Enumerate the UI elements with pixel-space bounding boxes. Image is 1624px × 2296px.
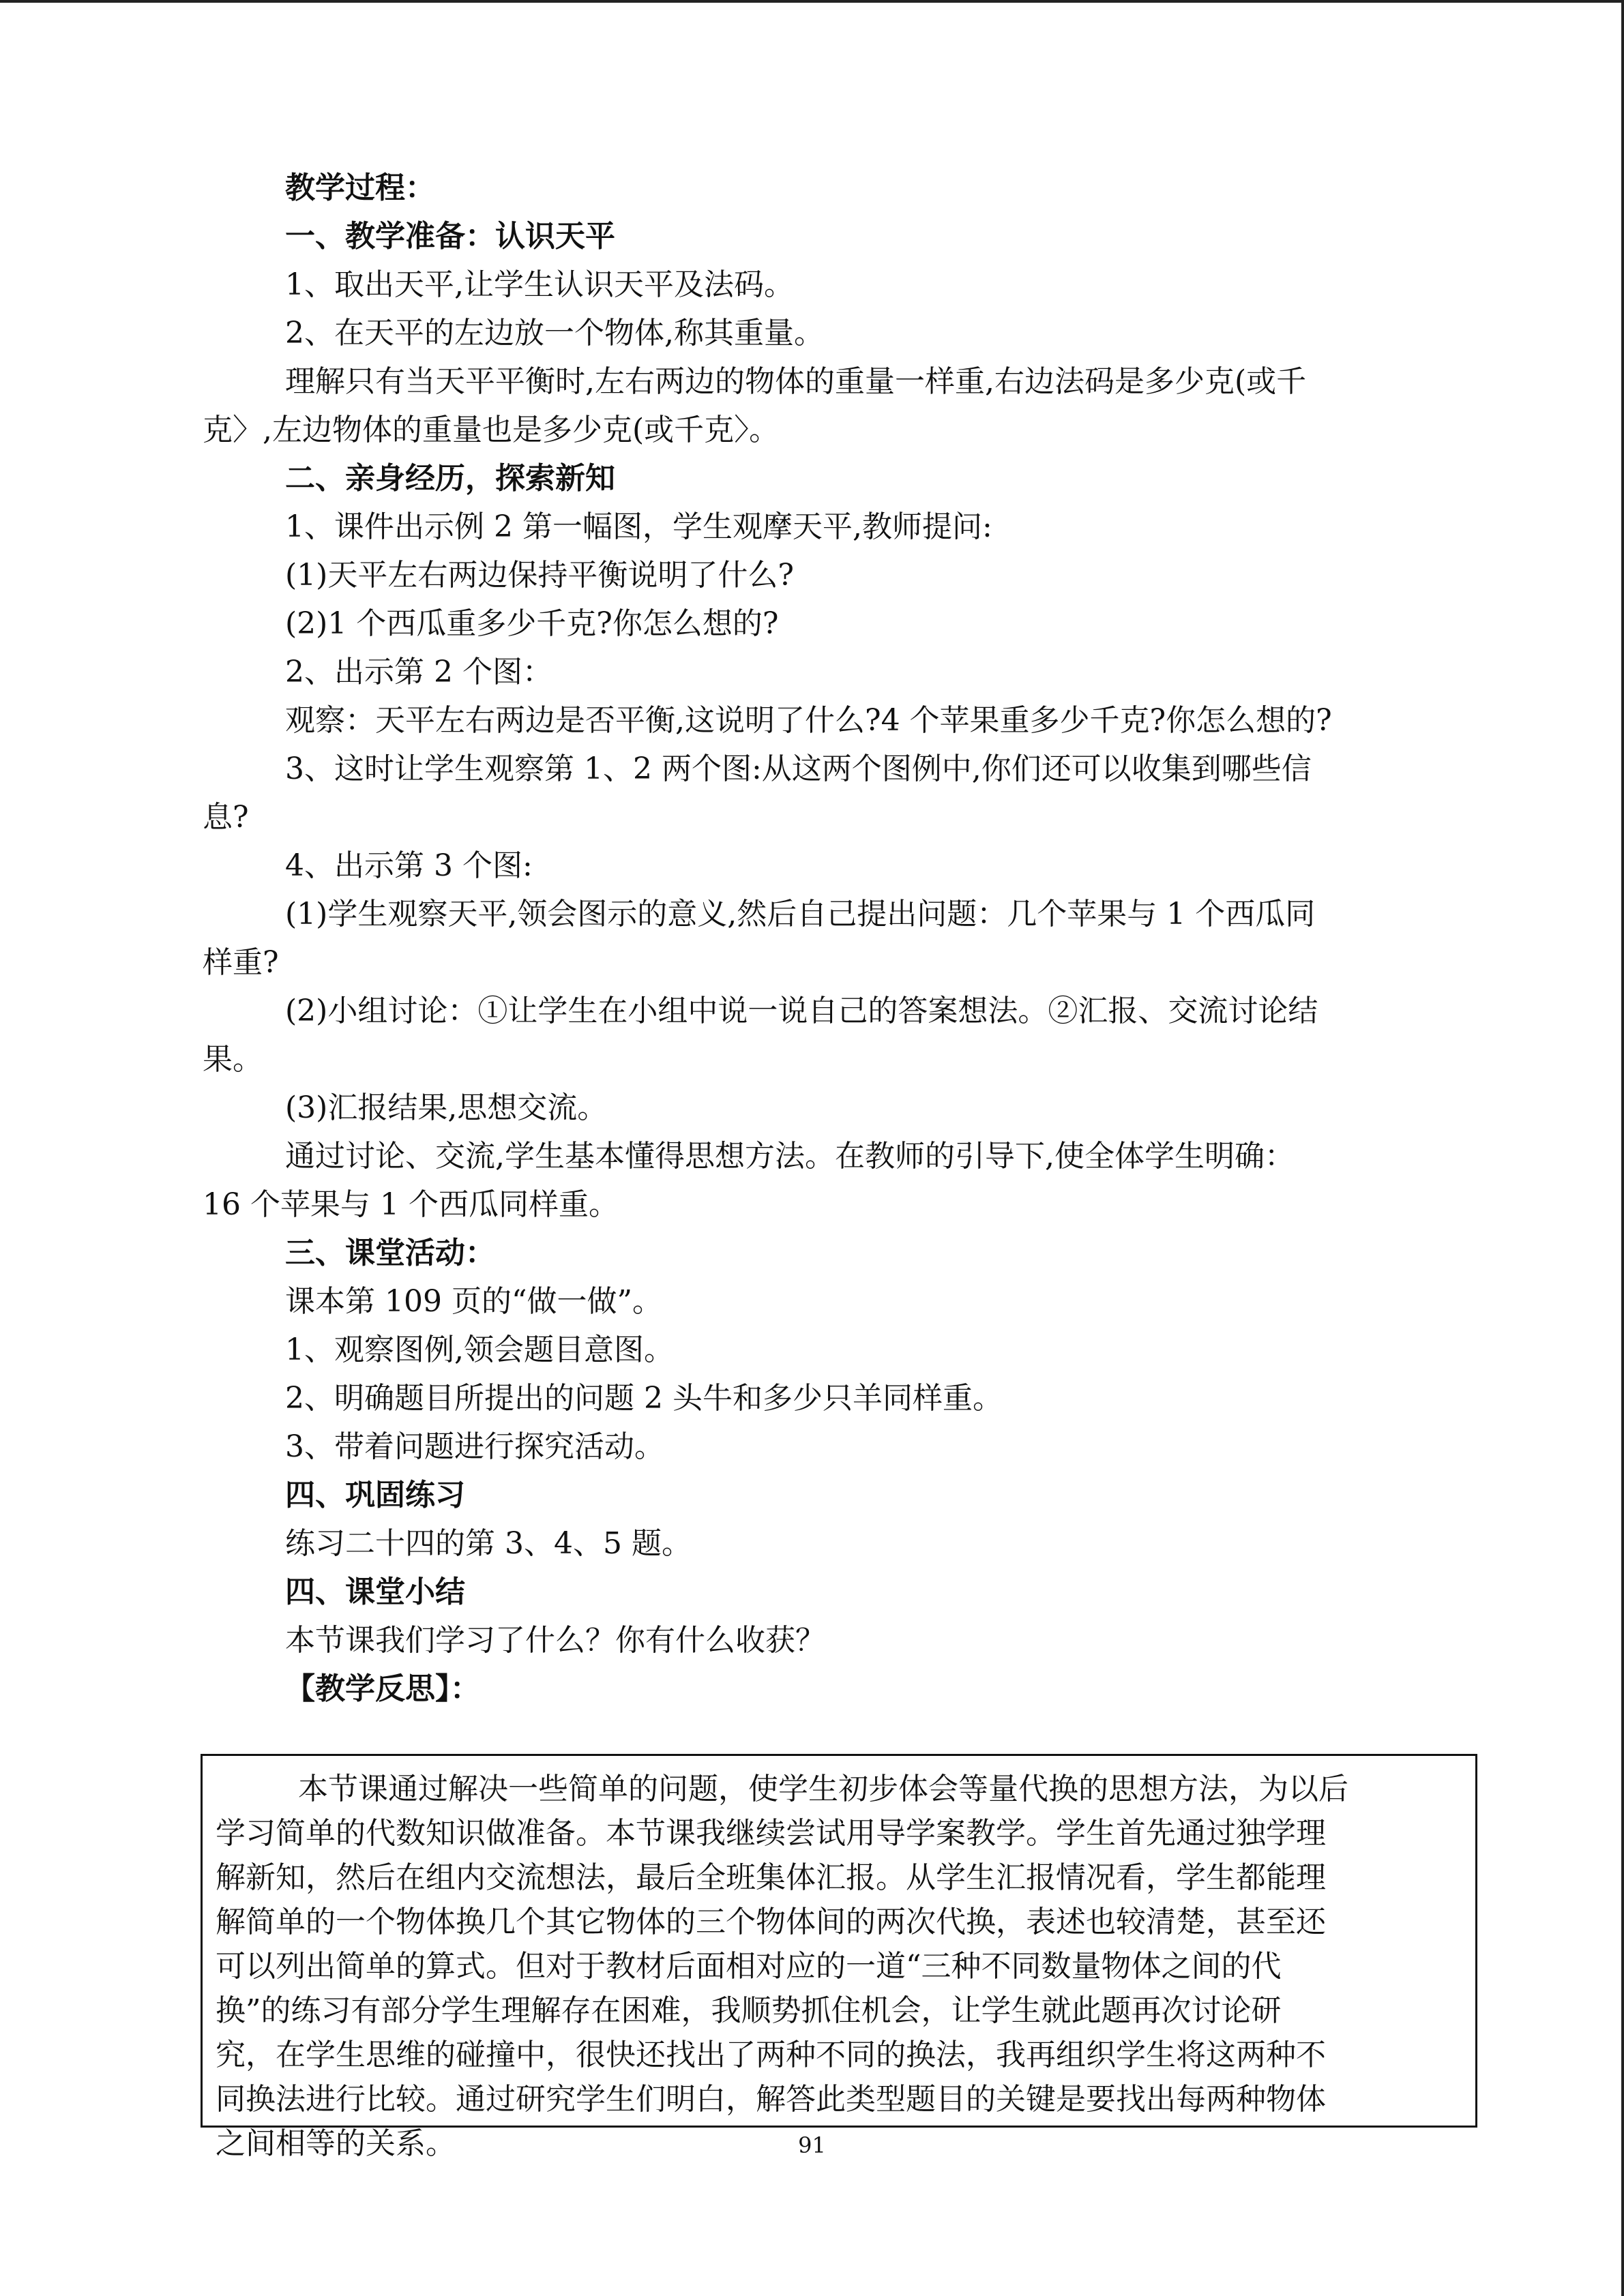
paragraph-line: 通过讨论、交流,学生基本懂得思想方法。在教师的引导下,使全体学生明确：	[285, 1139, 1295, 1174]
reflection-line: 学习简单的代数知识做准备。本节课我继续尝试用导学案教学。学生首先通过独学理	[216, 1816, 1326, 1851]
paragraph-line: (2)1 个西瓜重多少千克?你怎么想的?	[285, 606, 779, 641]
paragraph-line: 2、在天平的左边放一个物体,称其重量。	[285, 316, 824, 351]
section-heading: 二、亲身经历，探索新知	[285, 461, 615, 496]
paragraph-line: 3、这时让学生观察第 1、2 两个图:从这两个图例中,你们还可以收集到哪些信	[285, 751, 1312, 786]
paragraph-line: 息?	[203, 800, 249, 835]
paragraph-line: 样重?	[203, 945, 279, 980]
lesson-body	[203, 164, 1423, 1713]
paragraph-line: 1、取出天平,让学生认识天平及法码。	[285, 267, 794, 302]
page-number: 91	[798, 2132, 826, 2158]
reflection-text	[216, 1767, 1464, 2166]
paragraph-line: 果。	[203, 1042, 263, 1077]
section-heading: 四、课堂小结	[285, 1575, 465, 1609]
paragraph-line: 观察：天平左右两边是否平衡,这说明了什么?4 个苹果重多少千克?你怎么想的?	[285, 703, 1332, 738]
paragraph-line: 16 个苹果与 1 个西瓜同样重。	[203, 1187, 619, 1222]
reflection-line: 究，在学生思维的碰撞中，很快还找出了两种不同的换法，我再组织学生将这两种不	[216, 2038, 1326, 2072]
page-top-border	[0, 0, 1624, 3]
paragraph-line: 本节课我们学习了什么？你有什么收获？	[285, 1623, 825, 1658]
paragraph-line: (3)汇报结果,思想交流。	[285, 1090, 608, 1125]
paragraph-line: 克〉,左边物体的重量也是多少克(或千克〉。	[203, 413, 780, 447]
reflection-line: 之间相等的关系。	[216, 2126, 456, 2161]
paragraph-line: 4、出示第 3 个图:	[285, 848, 533, 883]
paragraph-line: 练习二十四的第 3、4、5 题。	[285, 1526, 692, 1561]
paragraph-line: 2、出示第 2 个图：	[285, 655, 552, 689]
reflection-line: 本节课通过解决一些简单的问题，使学生初步体会等量代换的思想方法，为以后	[298, 1772, 1348, 1806]
reflection-line: 解新知，然后在组内交流想法，最后全班集体汇报。从学生汇报情况看，学生都能理	[216, 1860, 1326, 1895]
paragraph-line: (1)天平左右两边保持平衡说明了什么?	[285, 558, 794, 593]
reflection-line: 解简单的一个物体换几个其它物体的三个物体间的两次代换，表述也较清楚，甚至还	[216, 1905, 1326, 1939]
section-heading: 一、教学准备：认识天平	[285, 219, 615, 254]
section-heading: 教学过程：	[285, 170, 435, 205]
section-heading: 【教学反思】：	[285, 1671, 480, 1706]
section-heading: 四、巩固练习	[285, 1478, 465, 1512]
paragraph-line: (1)学生观察天平,领会图示的意义,然后自己提出问题：几个苹果与 1 个西瓜同	[285, 897, 1316, 931]
page-right-border	[1621, 0, 1624, 2296]
paragraph-line: (2)小组讨论：①让学生在小组中说一说自己的答案想法。②汇报、交流讨论结	[285, 994, 1318, 1028]
reflection-line: 可以列出简单的算式。但对于教材后面相对应的一道“三种不同数量物体之间的代	[216, 1949, 1282, 1984]
reflection-line: 换”的练习有部分学生理解存在困难，我顺势抓住机会，让学生就此题再次讨论研	[216, 1993, 1282, 2028]
paragraph-line: 1、观察图例,领会题目意图。	[285, 1332, 674, 1367]
reflection-line: 同换法进行比较。通过研究学生们明白，解答此类型题目的关键是要找出每两种物体	[216, 2082, 1326, 2117]
paragraph-line: 2、明确题目所提出的问题 2 头牛和多少只羊同样重。	[285, 1381, 1003, 1416]
paragraph-line: 课本第 109 页的“做一做”。	[285, 1284, 662, 1319]
section-heading: 三、课堂活动：	[285, 1236, 495, 1270]
paragraph-line: 理解只有当天平平衡时,左右两边的物体的重量一样重,右边法码是多少克(或千	[285, 364, 1307, 399]
paragraph-line: 3、带着问题进行探究活动。	[285, 1429, 664, 1464]
paragraph-line: 1、课件出示例 2 第一幅图，学生观摩天平,教师提问:	[285, 509, 992, 544]
